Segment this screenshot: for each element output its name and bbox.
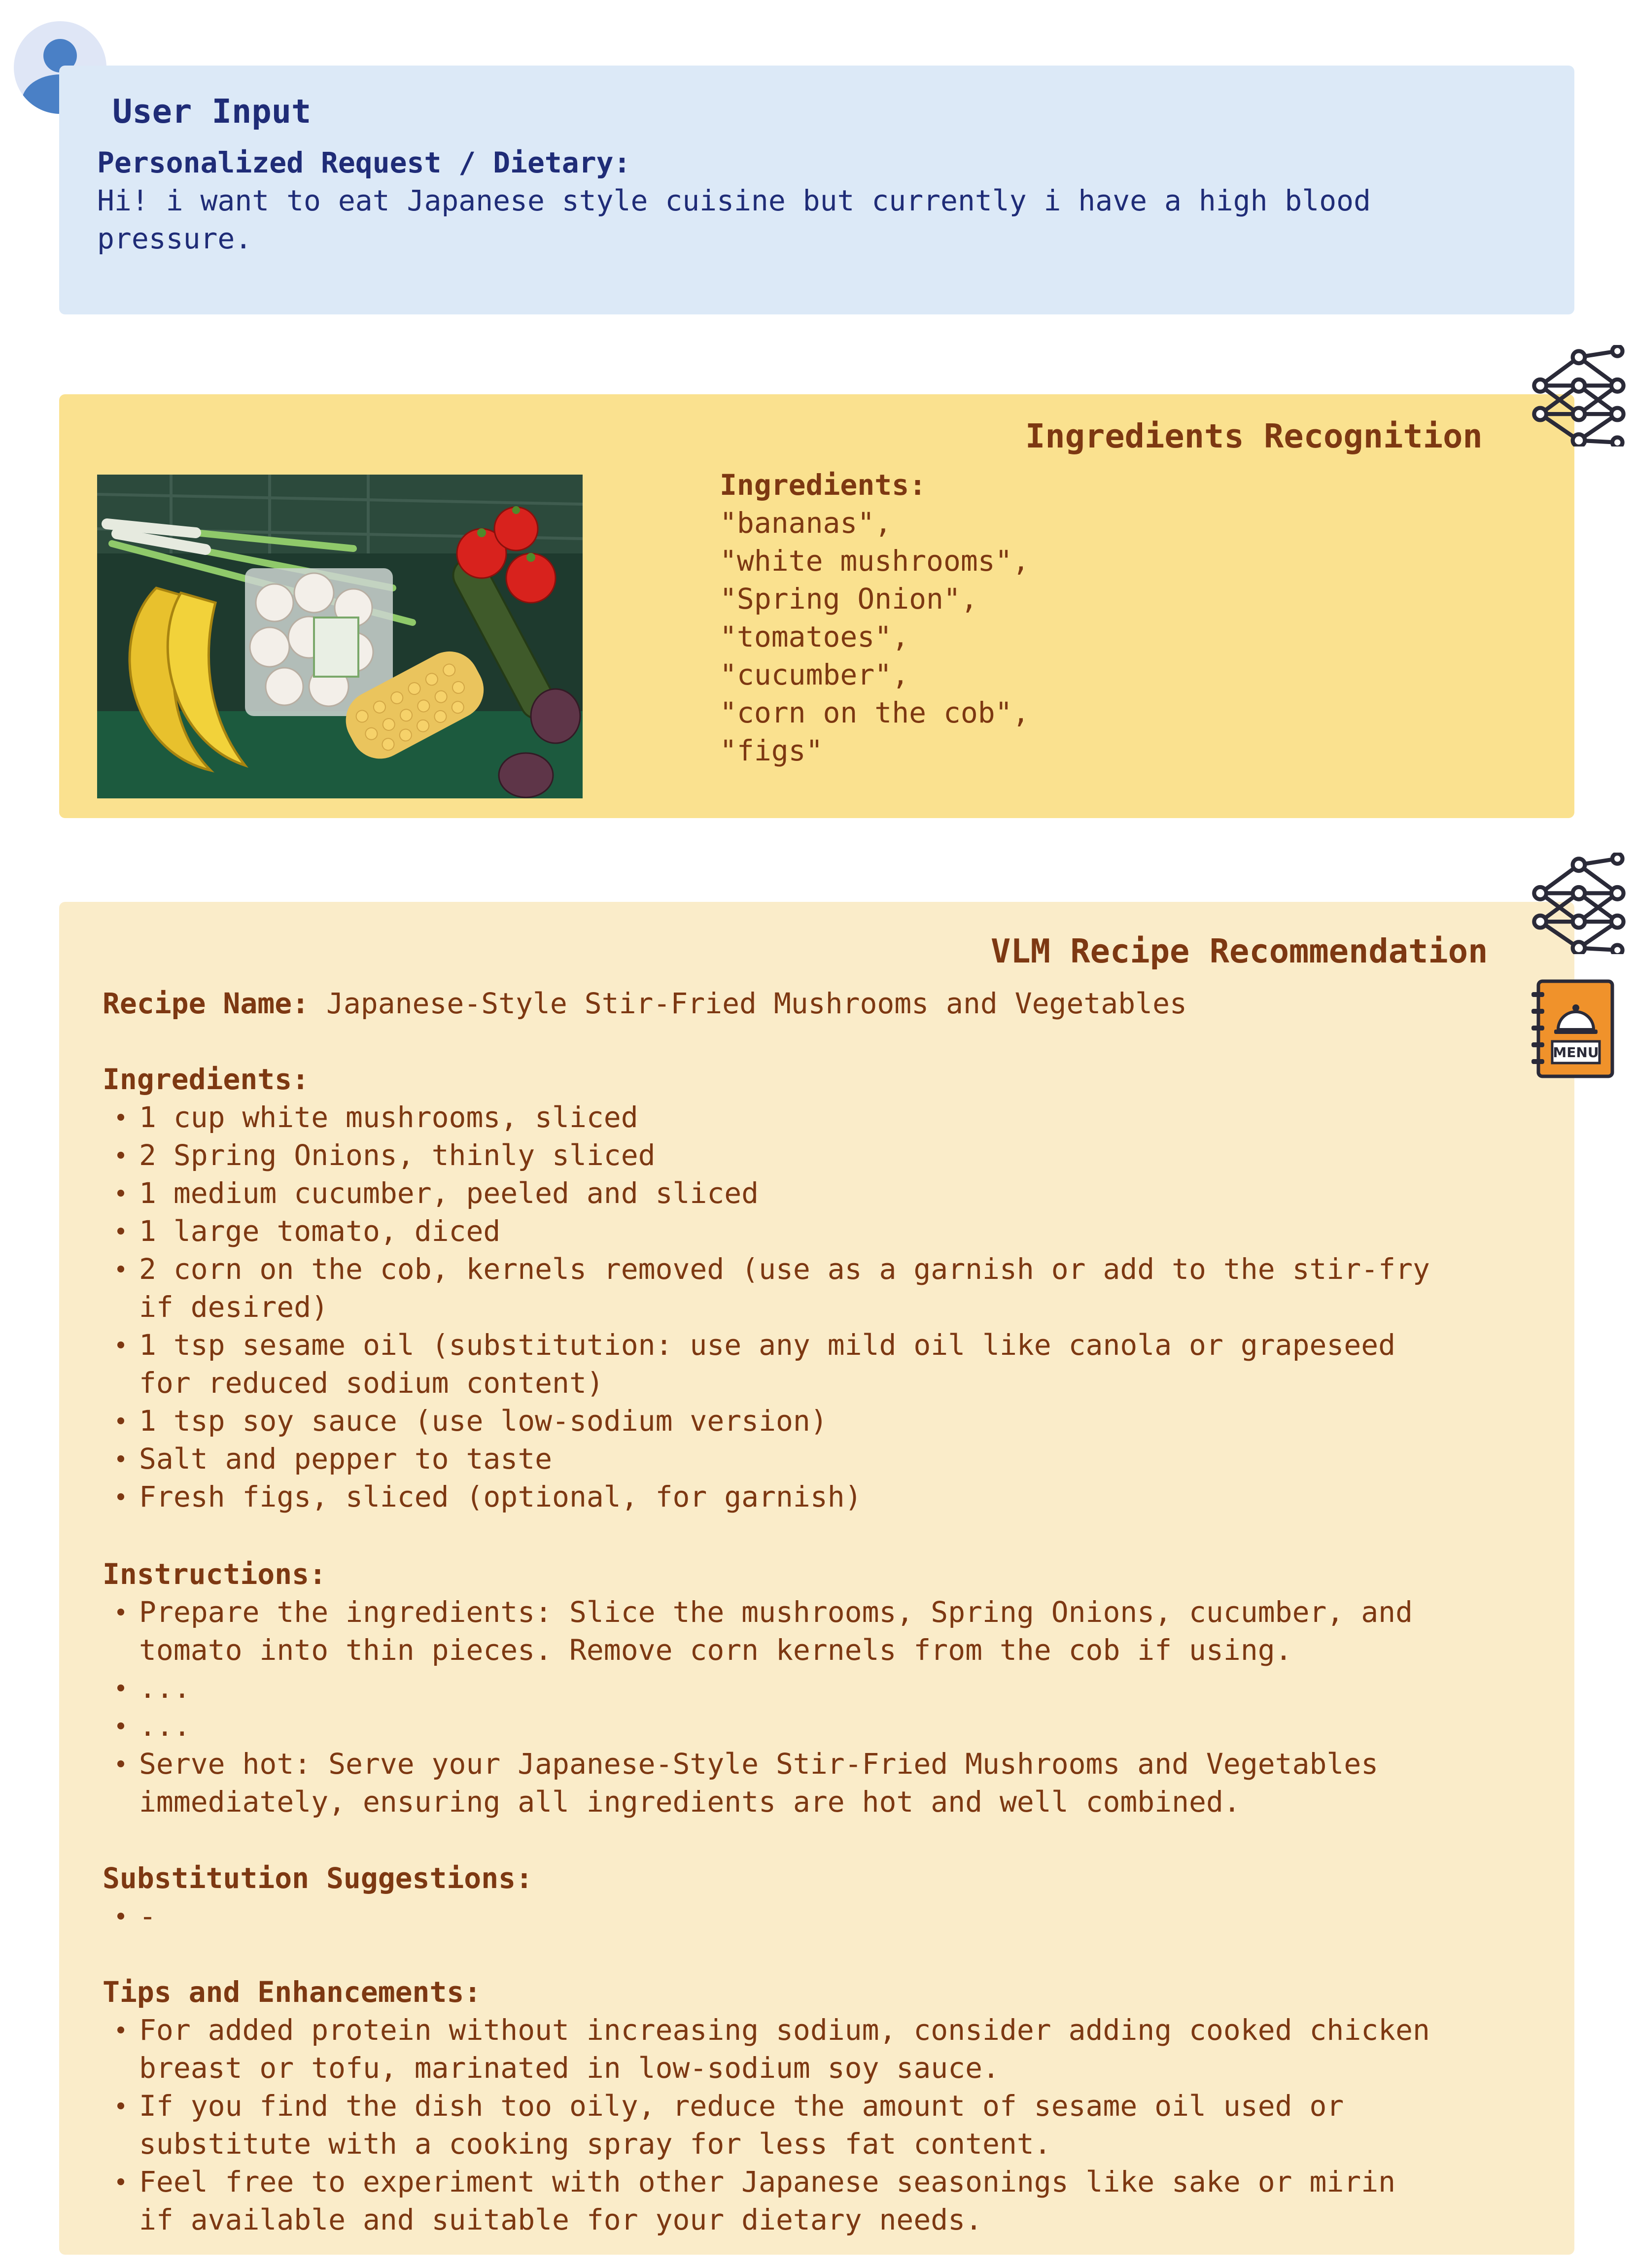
- ingredients-label: Ingredients:: [720, 468, 927, 502]
- recipe-name-value: Japanese-Style Stir-Fried Mushrooms and Vegetables: [326, 987, 1187, 1020]
- list-item: 1 cup white mushrooms, sliced: [103, 1099, 1430, 1136]
- list-item: Prepare the ingredients: Slice the mushrooms, Spring Onions, cucumber, and tomato into thin pieces. Remove corn kernels from the cob if using.: [103, 1593, 1413, 1669]
- recognized-ingredient: "white mushrooms",: [720, 544, 1030, 578]
- list-item: 1 medium cucumber, peeled and sliced: [103, 1174, 1430, 1212]
- recipe-ingredients-label: Ingredients:: [103, 1063, 310, 1096]
- ingredients-photo: [97, 475, 583, 798]
- list-item: 2 corn on the cob, kernels removed (use as a garnish or add to the stir-fry if desired): [103, 1250, 1430, 1326]
- tips-list: [103, 2011, 1430, 2239]
- menu-book-icon: [1530, 978, 1616, 1079]
- ingredients-recognition-title: Ingredients Recognition: [1025, 417, 1483, 455]
- recognized-ingredient: "Spring Onion",: [720, 582, 978, 616]
- neural-network-icon: [1528, 853, 1630, 954]
- list-item: ...: [103, 1707, 1413, 1745]
- recognized-ingredient: "cucumber",: [720, 658, 909, 691]
- list-item: If you find the dish too oily, reduce the amount of sesame oil used or substitute with a cooking spray for less fat content.: [103, 2087, 1430, 2163]
- recipe-name-label: Recipe Name:: [103, 987, 310, 1020]
- recipe-name-line: [103, 985, 1187, 1023]
- substitution-label: Substitution Suggestions:: [103, 1861, 533, 1895]
- tips-label: Tips and Enhancements:: [103, 1975, 482, 2009]
- user-input-title: User Input: [112, 92, 312, 131]
- recognized-ingredient: "bananas",: [720, 506, 892, 540]
- list-item: 1 large tomato, diced: [103, 1212, 1430, 1250]
- menu-icon-text: MENU: [1553, 1044, 1599, 1061]
- substitution-list: [103, 1897, 156, 1935]
- recognized-ingredient: "figs": [720, 734, 823, 767]
- recognized-ingredient: "corn on the cob",: [720, 696, 1030, 729]
- recipe-instructions-label: Instructions:: [103, 1557, 326, 1591]
- recipe-ingredients-list: [103, 1099, 1430, 1516]
- request-text-line-1: Hi! i want to eat Japanese style cuisine but currently i have a high blood: [97, 184, 1371, 217]
- recipe-recommendation-title: VLM Recipe Recommendation: [991, 932, 1488, 970]
- list-item: Serve hot: Serve your Japanese-Style Stir-Fried Mushrooms and Vegetables immediately, ensuring all ingredients are hot and well combined.: [103, 1745, 1413, 1821]
- list-item: Fresh figs, sliced (optional, for garnish): [103, 1478, 1430, 1516]
- request-text-line-2: pressure.: [97, 222, 252, 255]
- recognized-ingredient: "tomatoes",: [720, 620, 909, 653]
- list-item: -: [103, 1897, 156, 1935]
- list-item: Feel free to experiment with other Japanese seasonings like sake or mirin if available and suitable for your dietary needs.: [103, 2163, 1430, 2239]
- list-item: 1 tsp sesame oil (substitution: use any mild oil like canola or grapeseed for reduced sodium content): [103, 1326, 1430, 1402]
- recipe-instructions-list: [103, 1593, 1413, 1821]
- neural-network-icon: [1528, 345, 1630, 447]
- list-item: ...: [103, 1669, 1413, 1707]
- request-label: Personalized Request / Dietary:: [97, 146, 631, 179]
- list-item: 1 tsp soy sauce (use low-sodium version): [103, 1402, 1430, 1440]
- list-item: For added protein without increasing sodium, consider adding cooked chicken breast or tofu, marinated in low-sodium soy sauce.: [103, 2011, 1430, 2087]
- list-item: 2 Spring Onions, thinly sliced: [103, 1136, 1430, 1174]
- list-item: Salt and pepper to taste: [103, 1440, 1430, 1478]
